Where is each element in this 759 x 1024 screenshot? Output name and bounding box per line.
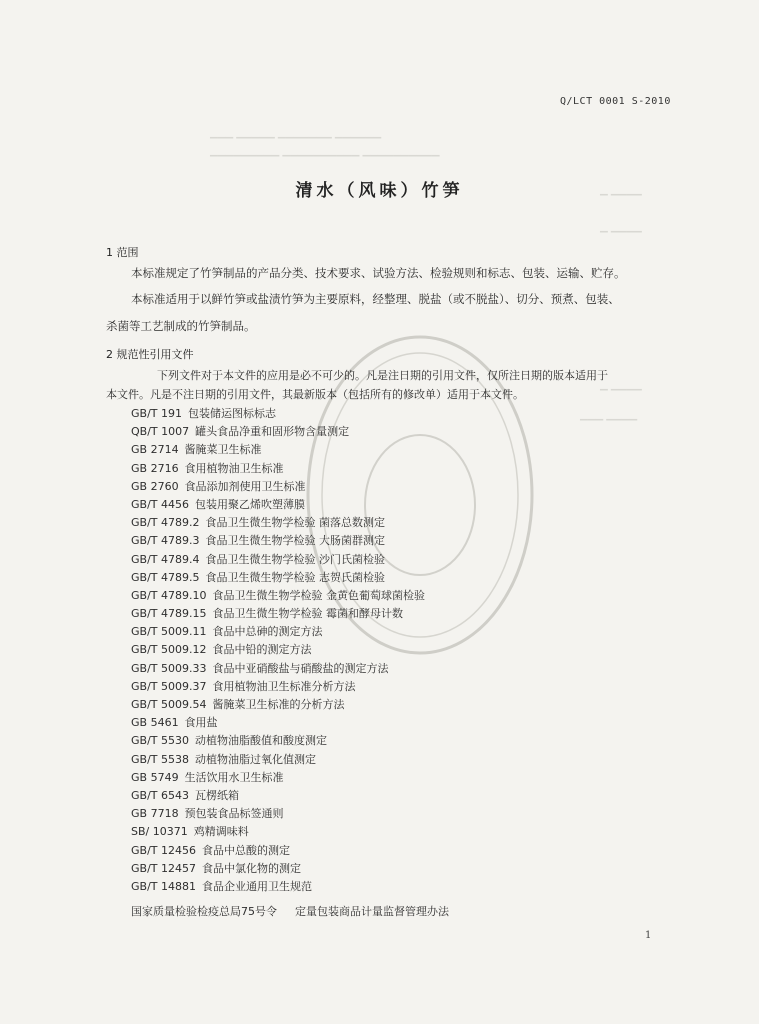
reference-code: GB/T 4789.5 [131, 570, 200, 584]
references-intro-line-1: 下列文件对于本文件的应用是必不可少的。凡是注日期的引用文件，仅所注日期的版本适用于 [157, 369, 608, 382]
reference-name: 包装用聚乙烯吹塑薄膜 [195, 497, 305, 511]
reference-code: GB/T 12456 [131, 843, 196, 857]
reference-item [131, 551, 425, 569]
reference-code: GB/T 5538 [131, 752, 189, 766]
reference-item [131, 478, 425, 496]
reference-item [131, 678, 425, 696]
reference-code: GB/T 6543 [131, 788, 189, 802]
reference-item [131, 878, 425, 896]
reference-name: 食品卫生微生物学检验 金黄色葡萄球菌检验 [212, 588, 425, 602]
reference-name: 动植物油脂酸值和酸度测定 [195, 734, 327, 748]
reference-item [131, 496, 425, 514]
reference-name: 酱腌菜卫生标准的分析方法 [212, 698, 345, 711]
reference-code: GB/T 5009.54 [131, 698, 207, 711]
reference-name: 动植物油脂过氧化值测定 [195, 752, 316, 766]
page-number: 1 [645, 930, 652, 941]
reference-code: QB/T 1007 [131, 425, 190, 439]
reference-code: GB 2714 [131, 443, 179, 457]
reference-code: GB 2760 [131, 479, 179, 493]
reference-code: GB 5461 [131, 716, 179, 730]
reference-item [131, 532, 425, 550]
reference-item [131, 823, 425, 841]
reference-item [131, 405, 425, 423]
reference-code: GB/T 12457 [131, 861, 196, 875]
reference-name: 食品中氯化物的测定 [202, 861, 301, 875]
document-code: Q/LCT 0001 S-2010 [560, 96, 671, 107]
bleed-through-line: ▁ ▁▁▁▁ [600, 185, 642, 196]
reference-item [131, 732, 425, 750]
references-intro-line-2: 本文件。凡是不注日期的引用文件，其最新版本（包括所有的修改单）适用于本文件。 [106, 388, 524, 401]
reference-name: 食品企业通用卫生规范 [202, 879, 312, 893]
reference-code: GB/T 5530 [131, 734, 189, 748]
reference-name: 食品卫生微生物学检验 沙门氏菌检验 [205, 552, 385, 566]
reference-regulation [131, 903, 449, 919]
reference-name: 生活饮用水卫生标准 [184, 770, 284, 784]
reference-name: 食品中亚硝酸盐与硝酸盐的测定方法 [212, 661, 389, 675]
reference-list [131, 405, 425, 896]
section-heading-references: 2 规范性引用文件 [106, 348, 194, 361]
reference-name: 食品卫生微生物学检验 志贺氏菌检验 [205, 570, 385, 584]
reference-code: GB/T 4789.10 [131, 588, 207, 602]
reference-item [131, 805, 425, 823]
reference-item [131, 751, 425, 769]
reference-code: GB/T 191 [131, 407, 182, 420]
reference-name: 食品中总酸的测定 [202, 843, 290, 857]
reference-item [131, 587, 425, 605]
reference-code: GB/T 5009.37 [131, 679, 207, 693]
reference-name: 食用植物油卫生标准分析方法 [212, 679, 356, 693]
reference-code: GB/T 4789.15 [131, 607, 207, 621]
reference-code: SB/ 10371 [131, 825, 188, 839]
reference-name: 食品中铅的测定方法 [212, 643, 312, 657]
scope-paragraph-1: 本标准规定了竹笋制品的产品分类、技术要求、试验方法、检验规则和标志、包装、运输、贮存。 [131, 266, 626, 280]
reference-name: 包装储运图标标志 [188, 407, 276, 420]
reference-item [131, 460, 425, 478]
regulation-source: 国家质量检验检疫总局75号令 [131, 905, 277, 918]
reference-name: 食品中总砷的测定方法 [212, 625, 323, 639]
reference-item [131, 787, 425, 805]
reference-name: 食品卫生微生物学检验 菌落总数测定 [205, 516, 385, 530]
reference-code: GB/T 5009.12 [131, 643, 207, 657]
reference-name: 食品添加剂使用卫生标准 [184, 479, 306, 493]
reference-name: 酱腌菜卫生标准 [184, 443, 262, 457]
reference-item [131, 605, 425, 623]
reference-name: 食用盐 [184, 716, 218, 730]
reference-item [131, 769, 425, 787]
reference-code: GB 5749 [131, 770, 179, 784]
reference-item [131, 623, 425, 641]
reference-name: 食用植物油卫生标准 [184, 461, 284, 475]
reference-code: GB 7718 [131, 807, 179, 821]
reference-code: GB 2716 [131, 461, 179, 475]
bleed-through-line: ▁▁▁ ▁▁▁▁ [580, 410, 638, 421]
reference-item [131, 514, 425, 532]
bleed-through-line: ▁▁▁ ▁▁▁▁▁ ▁▁▁▁▁▁▁ ▁▁▁▁▁▁ [210, 128, 382, 139]
section-heading-scope: 1 范围 [106, 246, 139, 259]
bleed-through-line: ▁▁▁▁▁▁▁▁▁ ▁▁▁▁▁▁▁▁▁▁ ▁▁▁▁▁▁▁▁▁▁ [210, 146, 440, 157]
scope-paragraph-2-line-2: 杀菌等工艺制成的竹笋制品。 [106, 319, 256, 333]
reference-code: GB/T 5009.33 [131, 661, 207, 675]
reference-name: 鸡精调味料 [193, 825, 249, 839]
reference-name: 食品卫生微生物学检验 霉菌和酵母计数 [212, 607, 403, 621]
scope-paragraph-2-line-1: 本标准适用于以鲜竹笋或盐渍竹笋为主要原料，经整理、脱盐（或不脱盐）、切分、预煮、包装、 [131, 292, 620, 306]
reference-name: 预包装食品标签通则 [184, 807, 284, 821]
reference-item [131, 569, 425, 587]
reference-item [131, 842, 425, 860]
reference-item [131, 660, 425, 678]
reference-code: GB/T 4456 [131, 497, 189, 511]
reference-code: GB/T 4789.4 [131, 552, 200, 566]
reference-item [131, 441, 425, 459]
reference-name: 食品卫生微生物学检验 大肠菌群测定 [205, 534, 385, 548]
reference-code: GB/T 4789.3 [131, 534, 200, 548]
reference-item [131, 641, 425, 659]
reference-item [131, 714, 425, 732]
reference-code: GB/T 5009.11 [131, 625, 207, 639]
bleed-through-line: ▁ ▁▁▁▁ [600, 380, 642, 391]
document-title: 清水（风味）竹笋 [295, 181, 464, 201]
reference-item [131, 696, 425, 714]
reference-item [131, 423, 425, 441]
bleed-through-line: ▁ ▁▁▁▁ [600, 222, 642, 233]
reference-name: 瓦楞纸箱 [195, 788, 239, 802]
reference-name: 罐头食品净重和固形物含量测定 [195, 425, 350, 439]
regulation-title: 定量包装商品计量监督管理办法 [295, 905, 449, 918]
reference-code: GB/T 4789.2 [131, 516, 200, 530]
reference-item [131, 860, 425, 878]
reference-code: GB/T 14881 [131, 879, 196, 893]
